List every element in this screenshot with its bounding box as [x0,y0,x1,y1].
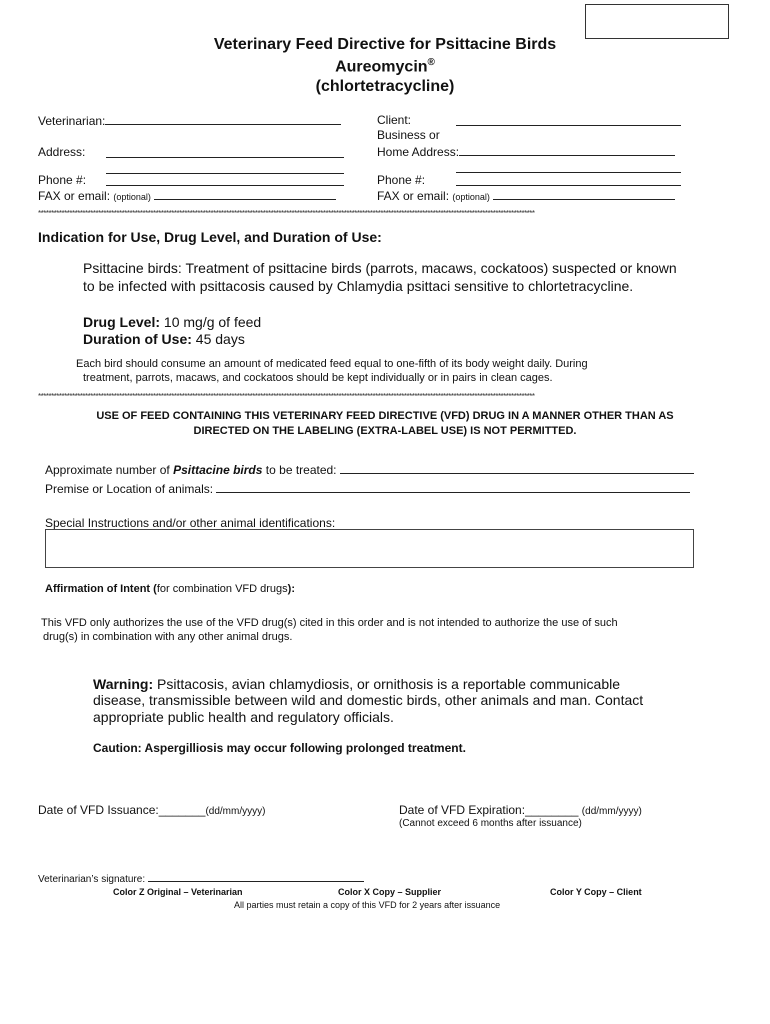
indication-text-1: Psittacine birds: Treatment of psittacine birds (parrots, macaws, cockatoos) suspected or known [83,260,677,276]
issuance-label: Date of VFD Issuance: [38,803,159,817]
veterinarian-row [38,113,341,128]
affirmation-heading-bold: Affirmation of Intent ( [45,583,157,595]
signature-row [38,872,364,885]
phone-label: Phone #: [38,173,87,187]
home-address-field-2[interactable] [456,161,681,173]
veterinarian-label: Veterinarian: [38,114,106,128]
expiration-row [399,803,642,817]
page-title: Veterinary Feed Directive for Psittacine Birds [213,36,557,53]
consumption-text-1: Each bird should consume an amount of medicated feed equal to one-fifth of its body weight daily. During [76,358,588,370]
retain-note: All parties must retain a copy of this VFD for 2 years after issuance [234,900,501,910]
consumption-text-2: treatment, parrots, macaws, and cockatoos should be kept individually or in pairs in clean cages. [83,372,553,384]
address-row [38,145,85,159]
expiration-field[interactable]: ________ [525,803,579,817]
premise-label: Premise or Location of animals: [45,482,214,496]
client-phone-label: Phone #: [377,173,426,187]
issuance-row [38,803,265,817]
expiration-format: (dd/mm/yyyy) [581,806,642,817]
indication-text-2: to be infected with psittacosis caused by Chlamydia psittaci sensitive to chlortetracycline. [83,278,634,294]
issuance-field[interactable]: _______ [158,803,206,817]
warning-line-2: disease, transmissible between wild and domestic birds, other animals and man. Contact [93,692,644,708]
expiration-label: Date of VFD Expiration: [399,803,526,817]
animal-count-field[interactable] [340,462,694,474]
client-fax-label: FAX or email: [377,189,450,203]
separator-middle: ********************************************************************************************************************************************************************************************** [38,393,535,401]
client-fax-row [377,188,675,203]
corner-box [585,4,729,39]
affirmation-heading-normal: for combination VFD drugs [156,583,288,595]
drug-level-label: Drug Level: [83,314,161,330]
animal-count-prefix: Approximate number of [45,463,170,477]
separator-top: ********************************************************************************************************************************************************************************************** [38,210,535,218]
affirmation-heading-end: ): [287,583,295,595]
client-phone-field[interactable] [456,174,681,186]
warning-line-1 [93,676,620,692]
copy-x-label: Color X Copy – Supplier [338,887,442,897]
warning-label: Warning: [93,676,154,692]
veterinarian-field[interactable] [105,113,341,125]
animal-count-suffix: to be treated: [265,463,337,477]
fax-row [38,188,336,203]
fax-field[interactable] [154,188,336,200]
duration-value: 45 days [195,331,245,347]
drug-name-text: Aureomycin [335,58,428,76]
fax-label: FAX or email: [38,189,111,203]
business-label: Business or [377,128,440,142]
caution-text: Caution: Aspergilliosis may occur following prolonged treatment. [93,741,466,755]
copy-y-label: Color Y Copy – Client [550,887,642,897]
client-fax-optional: (optional) [452,192,490,202]
animal-count-row [45,462,694,477]
home-address-label: Home Address: [377,145,460,159]
generic-name: (chlortetracycline) [315,78,455,95]
warning-text-1: Psittacosis, avian chlamydiosis, or ornithosis is a reportable communicable [157,676,621,692]
phone-field[interactable] [106,174,344,186]
address-field-1[interactable] [106,146,344,158]
extra-label-line-1: USE OF FEED CONTAINING THIS VETERINARY FEED DIRECTIVE (VFD) DRUG IN A MANNER OTHER THAN AS [96,410,674,422]
premise-row [45,481,690,496]
drug-level-value: 10 mg/g of feed [163,314,262,330]
client-field[interactable] [456,114,681,126]
affirmation-text-2: drug(s) in combination with any other animal drugs. [43,631,293,643]
duration-row [83,331,245,347]
home-address-row [377,144,675,159]
extra-label-line-2: DIRECTED ON THE LABELING (EXTRA-LABEL USE) IS NOT PERMITTED. [193,425,577,437]
home-address-field-1[interactable] [459,144,675,156]
issuance-format: (dd/mm/yyyy) [205,806,266,817]
duration-label: Duration of Use: [83,331,192,347]
affirmation-text-1: This VFD only authorizes the use of the VFD drug(s) cited in this order and is not intended to authorize the use of such [41,617,618,629]
phone-row [38,173,86,187]
affirmation-heading [45,583,295,595]
premise-field[interactable] [216,481,690,493]
signature-label: Veterinarian’s signature: [38,874,146,885]
address-label: Address: [38,145,86,159]
drug-name [0,57,770,76]
warning-line-3: appropriate public health and regulatory officials. [93,709,394,725]
indication-heading: Indication for Use, Drug Level, and Duration of Use: [38,229,382,245]
copy-z-label: Color Z Original – Veterinarian [113,887,243,897]
special-instructions-label: Special Instructions and/or other animal identifications: [45,516,336,530]
client-fax-field[interactable] [493,188,675,200]
registered-mark: ® [427,57,435,68]
address-field-2[interactable] [106,162,344,174]
special-instructions-box[interactable] [45,529,694,568]
animal-count-species: Psittacine birds [173,463,263,477]
signature-field[interactable] [148,872,364,882]
drug-level-row [83,314,261,330]
expiration-note: (Cannot exceed 6 months after issuance) [399,818,582,829]
fax-optional: (optional) [113,192,151,202]
client-label: Client: [377,113,412,127]
